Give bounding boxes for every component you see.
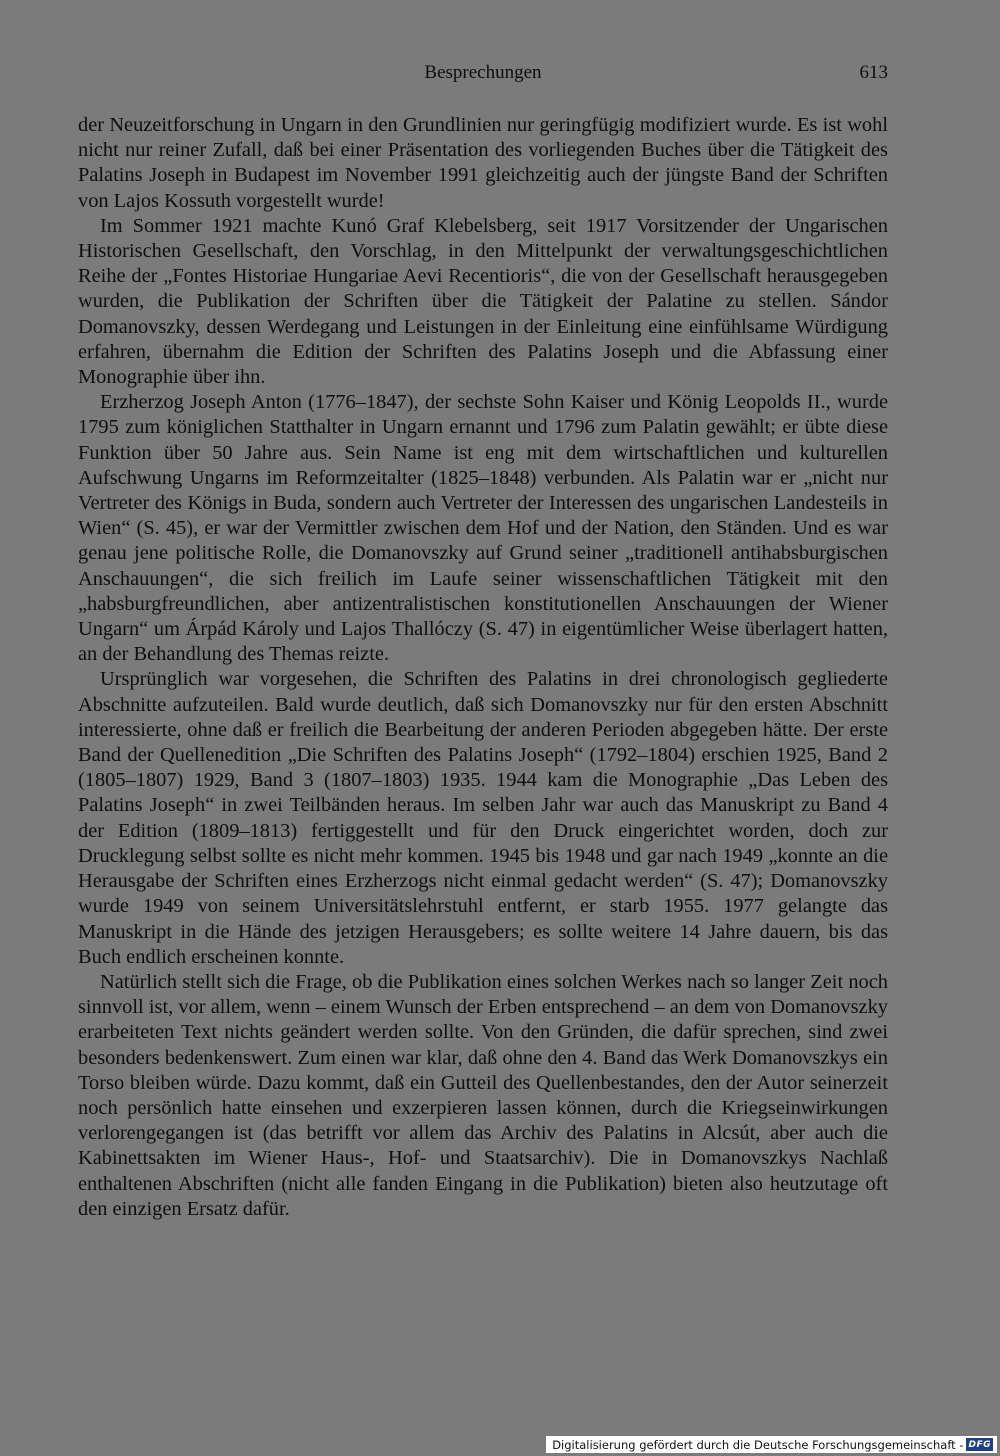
dfg-logo-icon: DFG	[968, 1439, 991, 1450]
running-header	[78, 62, 888, 90]
paragraph-4: Ursprünglich war vorgesehen, die Schriften des Palatins in drei chronologisch gegliederte Abschnitte aufzuteilen. Bald wurde deutlich, daß sich Domanovszky nur für den ersten Abschnitt interessierte, ohne daß er freilich die Bearbeitung der anderen Perioden abgegeben hätte. Der erste Band der Quellenedition „Die Schriften des Palatins Joseph“ (1792–1804) erschien 1925, Band 2 (1805–1807) 1929, Band 3 (1807–1803) 1935. 1944 kam die Monographie „Das Leben des Palatins Joseph“ in zwei Teilbänden heraus. Im selben Jahr war auch das Manuskript zu Band 4 der Edition (1809–1813) fertiggestellt und für den Druck eingerichtet worden, doch zur Drucklegung selbst sollte es nicht mehr kommen. 1945 bis 1948 und gar nach 1949 „konnte an die Herausgabe der Schriften eines Erzherzogs nicht einmal gedacht werden“ (S. 47); Domanovszky wurde 1949 von seinem Universitätslehrstuhl entfernt, er starb 1955. 1977 gelangte das Manuskript in die Hände des jetzigen Herausgebers; es sollte weitere 14 Jahre dauern, bis das Buch endlich erscheinen konnte.	[78, 668, 888, 968]
digitization-credit-text: Digitalisierung gefördert durch die Deutsche Forschungsgemeinschaft -	[552, 1437, 964, 1452]
paragraph-3: Erzherzog Joseph Anton (1776–1847), der sechste Sohn Kaiser und König Leopolds II., wurde 1795 zum königlichen Statthalter in Ungarn ernannt und 1796 zum Palatin gewählt; er übte diese Funktion über 50 Jahre aus. Sein Name ist eng mit dem wirtschaftlichen und kulturellen Aufschwung Ungarns im Reformzeitalter (1825–1848) verbunden. Als Palatin war er „nicht nur Vertreter des Königs in Buda, sondern auch Vertreter der Interessen des ungarischen Landesteils in Wien“ (S. 45), er war der Vermittler zwischen dem Hof und der Nation, den Ständen. Und es war genau jene politische Rolle, die Domanovszky auf Grund seiner „traditionell antihabsburgischen Anschauungen“, die sich freilich im Laufe seiner wissenschaftlichen Tätigkeit mit den „habsburgfreundlichen, aber antizentralistischen konstitutionellen Anschauungen der Wiener Ungarn“ um Árpád Károly und Lajos Thallóczy (S. 47) in eigentümlicher Weise überlagert hatten, an der Behandlung des Themas reizte.	[78, 391, 888, 666]
page-number: 613	[859, 62, 888, 83]
digitization-credit	[546, 1436, 997, 1453]
paragraph-2: Im Sommer 1921 machte Kunó Graf Klebelsberg, seit 1917 Vorsitzender der Ungarischen Historischen Gesellschaft, den Vorschlag, in den Mittelpunkt der verwaltungsgeschichtlichen Reihe der „Fontes Historiae Hungariae Aevi Recentioris“, die von der Gesellschaft herausgegeben wurden, die Publikation der Schriften über die Tätigkeit der Palatine zu stellen. Sándor Domanovszky, dessen Werdegang und Leistungen in der Einleitung eine einfühlsame Würdigung erfahren, übernahm die Edition der Schriften des Palatins Joseph und die Abfassung einer Monographie über ihn.	[78, 214, 888, 389]
body-text	[78, 113, 888, 1222]
paragraph-5: Natürlich stellt sich die Frage, ob die Publikation eines solchen Werkes nach so langer Zeit noch sinnvoll ist, vor allem, wenn – einem Wunsch der Erben entsprechend – an dem von Domanovszky erarbeiteten Text nichts geändert werden sollte. Von den Gründen, die dafür sprechen, sind zwei besonders bedenkenswert. Zum einen war klar, daß ohne den 4. Band das Werk Domanovszkys ein Torso bleiben würde. Dazu kommt, daß ein Gutteil des Quellenbestandes, den der Autor seinerzeit noch persönlich hatte einsehen und exzerpieren lassen können, durch die Kriegseinwirkungen verlorengegangen ist (das betrifft vor allem das Archiv des Palatins in Alcsút, aber auch die Kabinettsakten im Wiener Haus-, Hof- und Staatsarchiv). Die in Domanovszkys Nachlaß enthaltenen Abschriften (nicht alle fanden Eingang in die Publikation) bieten also heutzutage oft den einzigen Ersatz dafür.	[78, 970, 888, 1220]
paragraph-1: der Neuzeitforschung in Ungarn in den Grundlinien nur geringfügig modifiziert wurde. Es ist wohl nicht nur reiner Zufall, daß bei einer Präsentation des vorliegenden Buches über die Tätigkeit des Palatins Joseph in Budapest im November 1991 gleichzeitig auch der jüngste Band der Schriften von Lajos Kossuth vorgestellt wurde!	[78, 114, 888, 212]
header-title: Besprechungen	[424, 62, 542, 83]
